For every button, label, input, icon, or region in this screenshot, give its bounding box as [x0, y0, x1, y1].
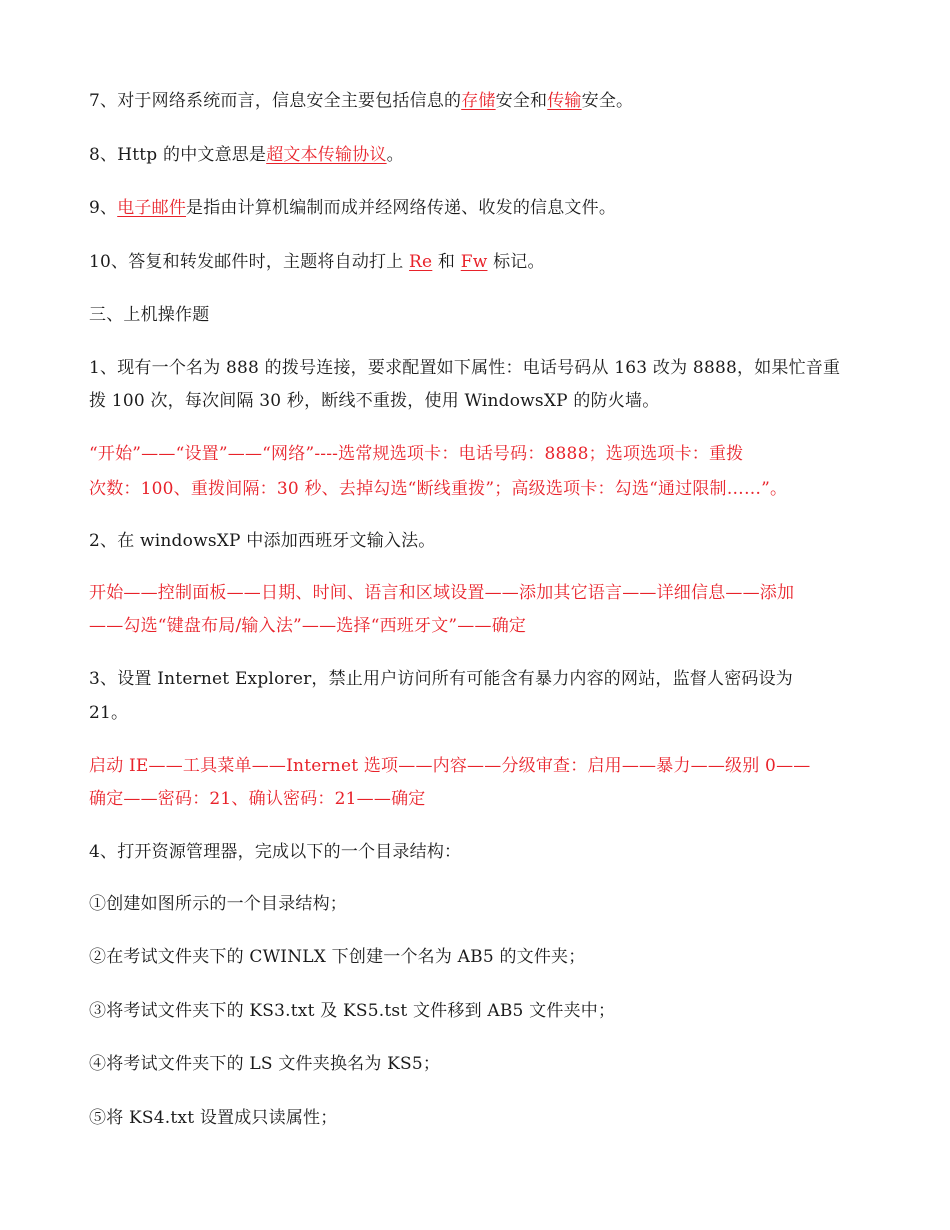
task-3-question-line-1: 3、设置 Internet Explorer，禁止用户访问所有可能含有暴力内容的网站，监督人密码设为 [89, 669, 794, 689]
question-10-suffix: 标记。 [487, 252, 545, 272]
answer-fw: Fw [460, 252, 488, 272]
section-title: 三、上机操作题 [89, 305, 210, 325]
question-10-prefix: 10、答复和转发邮件时，主题将自动打上 [89, 252, 410, 272]
task-3-question-line-2: 21。 [89, 703, 129, 723]
answer-hypertext-protocol: 超文本传输协议 [266, 145, 387, 165]
question-7-suffix: 安全。 [581, 91, 634, 111]
question-8-prefix: 8、Http 的中文意思是 [89, 145, 267, 165]
task-4-step-5: ⑤将 KS4.txt 设置成只读属性； [89, 1108, 338, 1128]
question-9-suffix: 是指由计算机编制而成并经网络传递、收发的信息文件。 [186, 198, 617, 218]
answer-transmission: 传输 [547, 91, 582, 111]
task-2-question: 2、在 windowsXP 中添加西班牙文输入法。 [89, 531, 436, 551]
task-4-step-3: ③将考试文件夹下的 KS3.txt 及 KS5.tst 文件移到 AB5 文件夹中； [89, 1001, 616, 1021]
question-10-mid: 和 [432, 252, 461, 272]
question-9 [89, 191, 869, 225]
task-1-answer-line-2: 次数：100、重拨间隔：30 秒、去掉勾选“断线重拨”；高级选项卡：勾选“通过限制……”。 [89, 479, 788, 499]
task-3-answer-line-2: 确定——密码：21、确认密码：21——确定 [89, 789, 426, 809]
question-7-mid: 安全和 [495, 91, 548, 111]
task-1-question-line-1: 1、现有一个名为 888 的拨号连接，要求配置如下属性：电话号码从 163 改为 8888，如果忙音重 [89, 358, 841, 378]
task-4-question: 4、打开资源管理器，完成以下的一个目录结构： [89, 842, 462, 862]
answer-email: 电子邮件 [117, 198, 187, 218]
answer-storage: 存储 [461, 91, 496, 111]
question-7-prefix: 7、对于网络系统而言，信息安全主要包括信息的 [89, 91, 462, 111]
question-8-suffix: 。 [386, 145, 404, 165]
task-4-step-1: ①创建如图所示的一个目录结构； [89, 894, 347, 914]
task-4-step-4: ④将考试文件夹下的 LS 文件夹换名为 KS5； [89, 1054, 441, 1074]
task-2-answer-line-2: ——勾选“键盘布局/输入法”——选择“西班牙文”——确定 [89, 616, 527, 636]
task-3-answer-line-1: 启动 IE——工具菜单——Internet 选项——内容——分级审查：启用——暴力——级别 0—— [89, 756, 811, 776]
task-4-step-2: ②在考试文件夹下的 CWINLX 下创建一个名为 AB5 的文件夹； [89, 947, 586, 967]
task-1-question-line-2: 拨 100 次，每次间隔 30 秒，断线不重拨，使用 WindowsXP 的防火墙。 [89, 391, 660, 411]
task-1-answer-line-1: “开始”——“设置”——“网络”----选常规选项卡：电话号码：8888；选项选项卡：重拨 [89, 444, 744, 464]
task-2-answer-line-1: 开始——控制面板——日期、时间、语言和区域设置——添加其它语言——详细信息——添加 [89, 583, 795, 603]
question-7 [89, 84, 869, 118]
question-10 [89, 245, 869, 279]
question-8 [89, 138, 869, 172]
answer-re: Re [409, 252, 433, 272]
question-9-prefix: 9、 [89, 198, 118, 218]
